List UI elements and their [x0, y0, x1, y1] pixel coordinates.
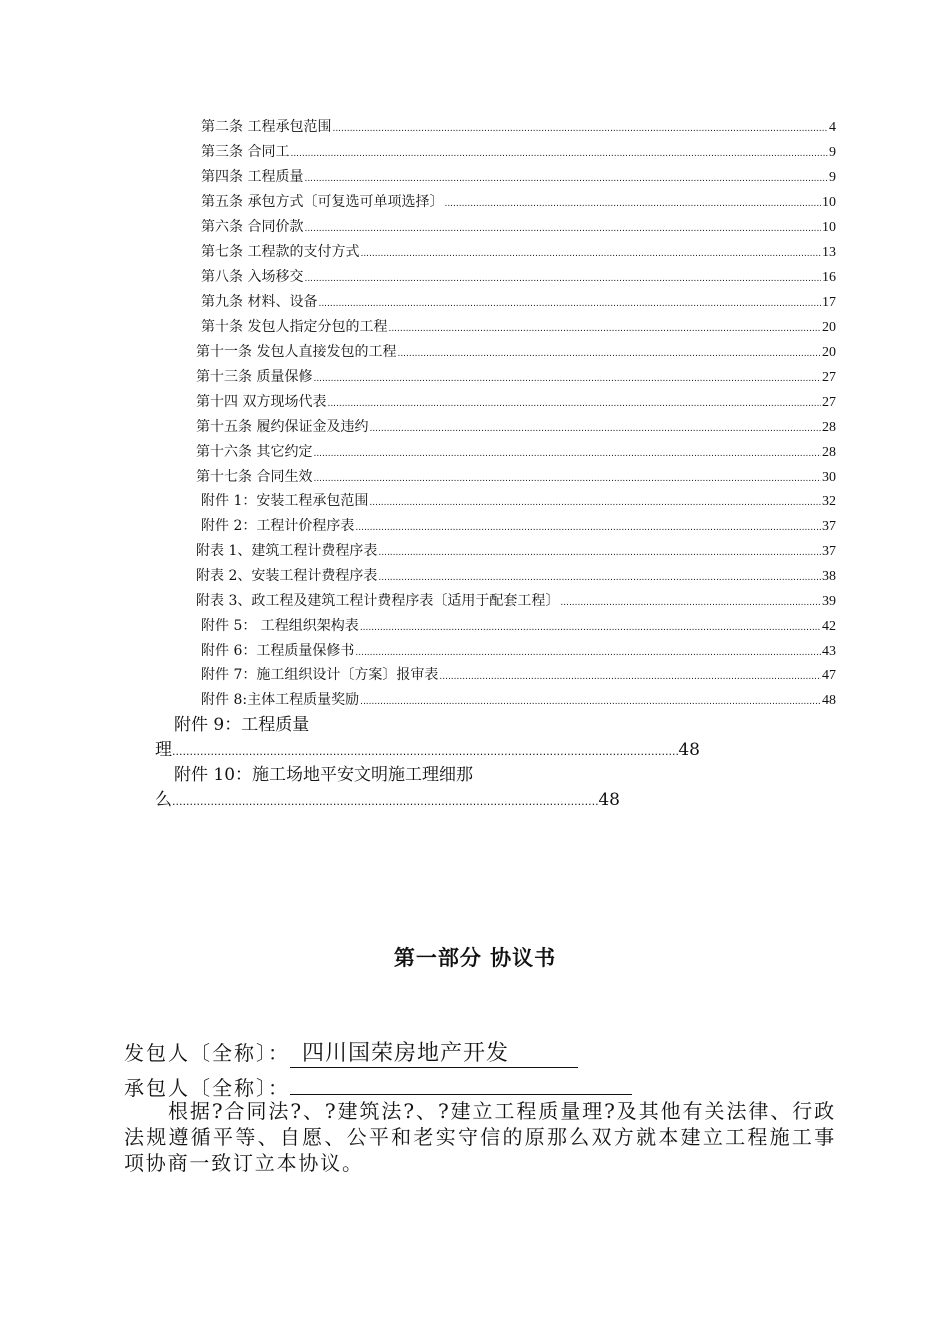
toc-entry[interactable] — [201, 243, 836, 263]
toc-entry-page: 20 — [822, 345, 836, 360]
toc-entry[interactable] — [201, 168, 836, 188]
toc-leader-dots — [360, 245, 821, 263]
toc-leader-dots — [355, 644, 821, 662]
toc-entry[interactable] — [201, 642, 836, 662]
toc-entry-page: 38 — [822, 569, 836, 584]
toc-entry-page: 42 — [822, 619, 836, 634]
toc-annex9-title[interactable]: 附件 9：工程质量 — [174, 715, 310, 735]
toc-entry-label: 附件 8:主体工程质量奖励 — [201, 692, 360, 708]
toc-entry-label: 第六条 合同价款 — [201, 219, 304, 235]
toc-entry-page: 10 — [822, 220, 836, 235]
toc-entry-label: 附件 1：安装工程承包范围 — [201, 493, 369, 509]
toc-leader-dots — [388, 320, 821, 338]
toc-entry-page: 48 — [822, 693, 836, 708]
toc-leader-dots — [360, 693, 821, 711]
employer-line — [124, 1036, 578, 1068]
toc-entry-label: 第七条 工程款的支付方式 — [201, 244, 360, 260]
toc-entry-label: 附表 2、安装工程计费程序表 — [196, 568, 378, 584]
toc-entry-page: 37 — [822, 544, 836, 559]
toc-entry[interactable] — [201, 218, 836, 238]
toc-entry[interactable] — [201, 318, 836, 338]
toc-entry-page: 4 — [829, 120, 836, 135]
toc-entry-label: 第十三条 质量保修 — [196, 369, 313, 385]
toc-entry[interactable] — [201, 492, 836, 512]
toc-entry-label: 第二条 工程承包范围 — [201, 119, 332, 135]
toc-entry-label: 附表 3、政工程及建筑工程计费程序表〔适用于配套工程〕 — [196, 593, 560, 609]
toc-entry-label: 附表 1、建筑工程计费程序表 — [196, 543, 378, 559]
toc-annex9-continuation[interactable] — [155, 738, 700, 764]
agreement-preamble: 根据?合同法?、?建筑法?、?建立工程质量理?及其他有关法律、行政法规遵循平等、自愿、公平和老实守信的原那么双方就本建立工程施工事项协商一致订立本协议。 — [124, 1099, 836, 1175]
toc-entry-page: 47 — [822, 668, 836, 683]
toc-entry-page: 32 — [822, 494, 836, 509]
contractor-name-field[interactable] — [290, 1070, 632, 1095]
toc-annex10-title[interactable]: 附件 10：施工场地平安文明施工理细那 — [174, 765, 474, 785]
toc-entry-label: 第九条 材料、设备 — [201, 294, 318, 310]
toc-leader-dots — [313, 470, 821, 488]
toc-entry-page: 13 — [822, 245, 836, 260]
toc-entry[interactable] — [201, 517, 836, 537]
toc-leader-dots — [397, 345, 821, 363]
toc-entry-page: 20 — [822, 320, 836, 335]
toc-leader-dots — [290, 145, 828, 163]
toc-entry[interactable] — [201, 268, 836, 288]
toc-leader-dots — [304, 170, 828, 188]
toc-entry[interactable] — [196, 393, 836, 413]
toc-entry-label: 第十七条 合同生效 — [196, 469, 313, 485]
toc-entry[interactable] — [196, 418, 836, 438]
toc-annex10-continuation[interactable] — [155, 788, 620, 814]
toc-entry-page: 17 — [822, 295, 836, 310]
toc-leader-dots — [560, 594, 821, 612]
toc-entry-page: 27 — [822, 395, 836, 410]
toc-entry-label: 第十六条 其它约定 — [196, 444, 313, 460]
toc-entry-page: 16 — [822, 270, 836, 285]
toc-leader-dots — [172, 790, 598, 814]
toc-entry-page: 9 — [829, 145, 836, 160]
toc-entry-page: 30 — [822, 470, 836, 485]
toc-entry-page: 39 — [822, 594, 836, 609]
toc-entry-label: 第八条 入场移交 — [201, 269, 304, 285]
toc-entry-label: 附件 7：施工组织设计〔方案〕报审表 — [201, 667, 439, 683]
employer-name-field[interactable]: 四川国荣房地产开发 — [290, 1036, 578, 1068]
toc-entry[interactable] — [201, 143, 836, 163]
toc-leader-dots — [172, 740, 678, 764]
toc-leader-dots — [378, 544, 821, 562]
toc-entry[interactable] — [201, 617, 836, 637]
toc-leader-dots — [318, 295, 821, 313]
toc-entry[interactable] — [201, 193, 836, 213]
employer-label: 发包人〔全称〕： — [124, 1041, 290, 1065]
toc-entry-page: 37 — [822, 519, 836, 534]
toc-leader-dots — [439, 668, 821, 686]
toc-entry-label: 第四条 工程质量 — [201, 169, 304, 185]
toc-entry-page: 10 — [822, 195, 836, 210]
toc-entry-page: 9 — [829, 170, 836, 185]
toc-leader-dots — [378, 569, 821, 587]
toc-entry[interactable] — [196, 368, 836, 388]
toc-entry[interactable] — [201, 691, 836, 711]
toc-entry-page: 28 — [822, 420, 836, 435]
contractor-line — [124, 1070, 632, 1101]
section-title: 第一部分 协议书 — [393, 946, 557, 970]
toc-leader-dots — [304, 270, 821, 288]
toc-entry-label: 第十条 发包人指定分包的工程 — [201, 319, 388, 335]
toc-entry-label: 附件 5： 工程组织架构表 — [201, 618, 359, 634]
toc-entry-label: 理 — [155, 740, 172, 760]
toc-leader-dots — [369, 494, 821, 512]
toc-entry[interactable] — [196, 567, 836, 587]
toc-leader-dots — [444, 195, 821, 213]
toc-leader-dots — [332, 120, 828, 138]
toc-leader-dots — [313, 445, 821, 463]
toc-entry-label: 附件 6：工程质量保修书 — [201, 643, 355, 659]
toc-entry[interactable] — [196, 542, 836, 562]
toc-entry-label: 第十一条 发包人直接发包的工程 — [196, 344, 397, 360]
toc-entry-page: 28 — [822, 445, 836, 460]
toc-leader-dots — [369, 420, 821, 438]
toc-entry[interactable] — [201, 666, 836, 686]
toc-entry-label: 么 — [155, 790, 172, 810]
toc-entry[interactable] — [201, 293, 836, 313]
toc-entry[interactable] — [196, 443, 836, 463]
toc-entry-label: 第十五条 履约保证金及违约 — [196, 419, 369, 435]
toc-entry-label: 第三条 合同工 — [201, 144, 290, 160]
toc-entry-page: 48 — [678, 740, 700, 760]
toc-entry[interactable] — [196, 468, 836, 488]
toc-entry-page: 48 — [598, 790, 620, 810]
toc-leader-dots — [304, 220, 821, 238]
toc-leader-dots — [360, 619, 821, 637]
toc-entry-label: 第五条 承包方式〔可复选可单项选择〕 — [201, 194, 444, 210]
toc-leader-dots — [313, 370, 821, 388]
contractor-label: 承包人〔全称〕： — [124, 1076, 290, 1100]
toc-leader-dots — [327, 395, 821, 413]
toc-entry-page: 43 — [822, 644, 836, 659]
toc-entry-label: 附件 2：工程计价程序表 — [201, 518, 355, 534]
toc-entry-page: 27 — [822, 370, 836, 385]
toc-entry[interactable] — [196, 592, 836, 612]
toc-entry-label: 第十四 双方现场代表 — [196, 394, 327, 410]
toc-entry[interactable] — [196, 343, 836, 363]
toc-leader-dots — [355, 519, 821, 537]
toc-entry[interactable] — [201, 118, 836, 138]
